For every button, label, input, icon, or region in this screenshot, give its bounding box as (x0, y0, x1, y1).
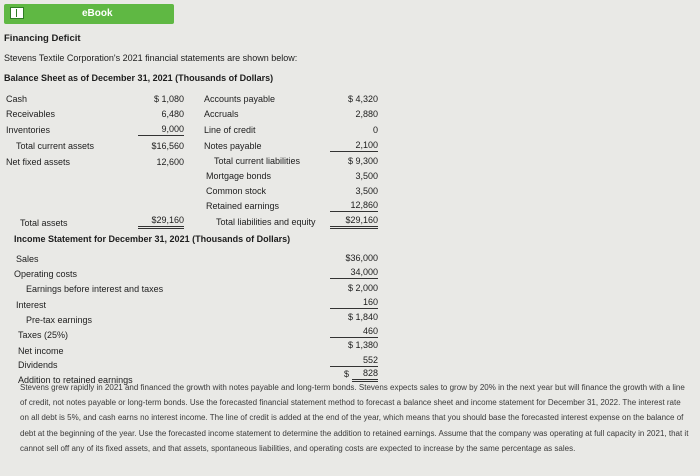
asset-label-total-current: Total current assets (16, 141, 95, 151)
is-label-taxes: Taxes (25%) (18, 330, 69, 340)
is-label-dividends: Dividends (18, 360, 58, 370)
asset-label-receivables: Receivables (6, 109, 56, 119)
problem-text: Stevens grew rapidly in 2021 and financed the growth with notes payable and long-term bonds. Stevens expects sales to grow by 20% in the next year but will finance the growth with a line of credit, not notes payable or long-term bonds. Use the forecasted financial statement method to forecast a balance sheet and income statement for December 31, 2022. The interest rate on all debt is 5%, and cash earns no interest income. The line of credit is added at the end of the year, which means that you should base the forecasted interest expense on the balance of debt at the beginning of the year. Use the forecasted income statement to determine the addition to retained earnings. Assume that the company was operating at full capacity in 2021, that it cannot sell off any of its fixed assets, and that assets, spontaneous liabilities, and operating costs are expected to increase by the same percentage as sales. (20, 383, 689, 453)
is-label-addition-re: Addition to retained earnings (18, 375, 133, 385)
is-value-pretax: $ 1,840 (347, 312, 378, 322)
intro-text: Stevens Textile Corporation's 2021 financial statements are shown below: (4, 53, 298, 63)
asset-value-total-current: $16,560 (151, 141, 184, 151)
is-value-operating-costs: 34,000 (330, 267, 378, 279)
is-label-interest: Interest (16, 300, 47, 310)
liab-value-line-of-credit: 0 (372, 125, 378, 135)
asset-label-cash: Cash (6, 94, 28, 104)
is-value-sales: $36,000 (345, 253, 378, 263)
is-value-ebit: $ 2,000 (347, 283, 378, 293)
is-label-net-income: Net income (18, 346, 64, 356)
liab-label-total-current: Total current liabilities (214, 156, 301, 166)
asset-label-inventories: Inventories (6, 125, 51, 135)
ebook-button[interactable] (4, 4, 174, 24)
liab-value-accruals: 2,880 (355, 109, 378, 119)
liab-value-notes-payable: 2,100 (330, 140, 378, 152)
is-value-net-income: $ 1,380 (347, 340, 378, 350)
is-label-sales: Sales (16, 254, 39, 264)
total-liab-equity-label: Total liabilities and equity (216, 217, 316, 227)
liab-label-common-stock: Common stock (206, 186, 267, 196)
is-label-operating-costs: Operating costs (14, 269, 78, 279)
asset-value-inventories: 9,000 (138, 124, 184, 136)
income-statement-heading: Income Statement for December 31, 2021 (Thousands of Dollars) (14, 234, 291, 244)
liab-value-common-stock: 3,500 (355, 186, 378, 196)
total-assets-value: $29,160 (138, 215, 184, 229)
is-value-interest: 160 (330, 297, 378, 309)
balance-sheet-heading: Balance Sheet as of December 31, 2021 (Thousands of Dollars) (4, 73, 274, 83)
liab-label-notes-payable: Notes payable (204, 141, 262, 151)
liab-label-retained-earnings: Retained earnings (206, 201, 280, 211)
liab-value-accounts-payable: $ 4,320 (347, 94, 378, 104)
liab-value-retained-earnings: 12,860 (330, 200, 378, 212)
is-label-ebit: Earnings before interest and taxes (26, 284, 164, 294)
liab-value-total-current: $ 9,300 (347, 156, 378, 166)
is-label-pretax: Pre-tax earnings (26, 315, 93, 325)
asset-label-net-fixed: Net fixed assets (6, 157, 71, 167)
ebook-label: eBook (82, 8, 113, 19)
is-prefix-addition-re: $ (344, 369, 350, 379)
is-value-taxes: 460 (330, 326, 378, 338)
book-icon (10, 7, 24, 19)
asset-value-cash: $ 1,080 (153, 94, 184, 104)
total-liab-equity-value: $29,160 (330, 215, 378, 229)
liab-label-line-of-credit: Line of credit (204, 125, 256, 135)
liab-label-accounts-payable: Accounts payable (204, 94, 276, 104)
liab-label-accruals: Accruals (204, 109, 239, 119)
asset-value-net-fixed: 12,600 (156, 157, 184, 167)
is-value-dividends: 552 (330, 355, 378, 367)
total-assets-label: Total assets (20, 218, 68, 228)
asset-value-receivables: 6,480 (161, 109, 184, 119)
page-title: Financing Deficit (4, 33, 81, 44)
is-value-addition-re: 828 (352, 368, 378, 382)
liab-value-mortgage-bonds: 3,500 (355, 171, 378, 181)
liab-label-mortgage-bonds: Mortgage bonds (206, 171, 272, 181)
